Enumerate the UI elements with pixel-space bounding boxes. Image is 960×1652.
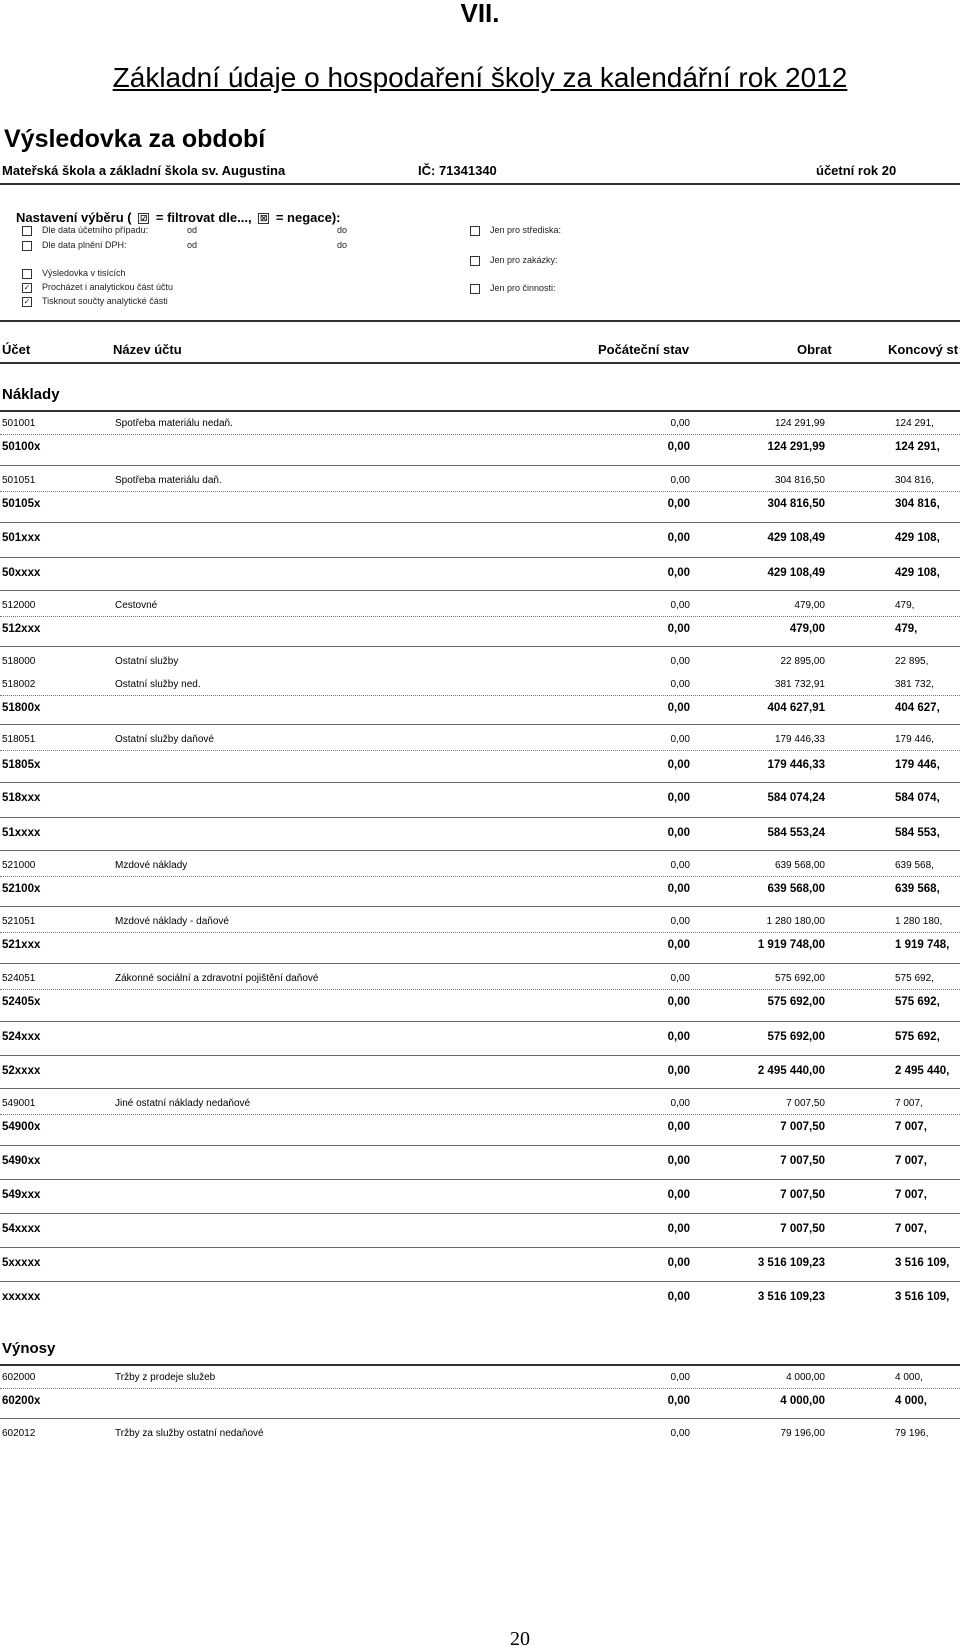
turnover-cell: 4 000,00 [780,1395,825,1407]
turnover-cell: 4 000,00 [786,1372,825,1383]
divider [0,362,960,364]
start-balance-cell: 0,00 [670,418,690,429]
end-balance-cell: 3 516 109, [895,1291,950,1303]
end-balance-cell: 7 007, [895,1189,927,1201]
subtotal-row [0,1155,960,1173]
turnover-cell: 3 516 109,23 [757,1257,825,1269]
row-separator [0,1021,960,1022]
checkbox-icon [470,226,480,236]
filter-option [470,225,561,236]
account-cell: 50105x [2,498,41,510]
account-cell: 518051 [2,734,36,745]
checkbox-icon [22,241,32,251]
turnover-cell: 7 007,50 [780,1155,825,1167]
account-cell: 52100x [2,883,41,895]
end-balance-cell: 575 692, [895,1031,940,1043]
end-balance-cell: 429 108, [895,532,940,544]
turnover-cell: 179 446,33 [774,734,825,745]
account-cell: 501xxx [2,532,41,544]
checkbox-icon [470,256,480,266]
turnover-cell: 179 446,33 [767,759,825,771]
checkbox-icon: ✓ [23,282,31,292]
turnover-cell: 124 291,99 [774,418,825,429]
filter-option-label: Výsledovka v tisících [42,268,126,278]
row-separator [0,906,960,907]
account-cell: 512xxx [2,623,41,635]
divider [0,183,960,185]
row-separator [0,850,960,851]
subtotal-row [0,1031,960,1049]
turnover-cell: 22 895,00 [780,656,825,667]
end-balance-cell: 22 895, [895,656,929,667]
account-name-cell: Zákonné sociální a zdravotní pojištění daňové [115,973,319,984]
account-cell: 602012 [2,1428,36,1439]
checkbox-icon: ✓ [23,296,31,306]
filter-option-label: Jen pro zakázky: [490,255,558,265]
end-balance-cell: 479, [895,600,915,611]
start-balance-cell: 0,00 [670,1428,690,1439]
start-balance-cell: 0,00 [667,1121,690,1133]
row-separator [0,876,960,877]
start-balance-cell: 0,00 [667,827,690,839]
account-name-cell: Spotřeba materiálu nedaň. [115,418,233,429]
account-cell: 602000 [2,1372,36,1383]
account-name-cell: Mzdové náklady [115,860,188,871]
row-separator [0,522,960,523]
account-cell: 50100x [2,441,41,453]
row-separator [0,989,960,990]
column-header-end: Koncový st [888,342,959,357]
row-separator [0,465,960,466]
income-statement-report [0,120,960,1560]
account-name-cell: Ostatní služby [115,656,179,667]
row-separator [0,695,960,696]
filter-option-from: od [187,225,198,235]
filter-settings-title [16,210,341,225]
subtotal-row [0,759,960,777]
start-balance-cell: 0,00 [667,1065,690,1077]
turnover-cell: 1 919 748,00 [757,939,825,951]
account-name-cell: Tržby za služby ostatní nedaňové [115,1428,264,1439]
filter-title-part3: = negace): [275,210,341,225]
row-separator [0,434,960,435]
row-separator [0,963,960,964]
turnover-cell: 304 816,50 [774,475,825,486]
start-balance-cell: 0,00 [667,1155,690,1167]
subtotal-row [0,441,960,459]
divider [0,1364,960,1366]
turnover-cell: 3 516 109,23 [757,1291,825,1303]
turnover-cell: 429 108,49 [767,567,825,579]
row-separator [0,491,960,492]
filter-check-icon: ☑ [140,214,148,224]
account-name-cell: Cestovné [115,600,158,611]
start-balance-cell: 0,00 [667,1257,690,1269]
end-balance-cell: 7 007, [895,1121,927,1133]
end-balance-cell: 304 816, [895,475,934,486]
end-balance-cell: 179 446, [895,734,934,745]
account-cell: 549xxx [2,1189,41,1201]
turnover-cell: 7 007,50 [780,1223,825,1235]
chapter-number: VII. [460,0,500,28]
subtotal-row [0,1189,960,1207]
ic-number: IČ: 71341340 [418,163,497,178]
row-separator [0,646,960,647]
end-balance-cell: 639 568, [895,883,940,895]
start-balance-cell: 0,00 [667,759,690,771]
account-name-cell: Tržby z prodeje služeb [115,1372,216,1383]
subtotal-row [0,1257,960,1275]
column-header-name: Název účtu [113,342,182,357]
subtotal-row [0,827,960,845]
account-name-cell: Ostatní služby ned. [115,679,201,690]
filter-option-label: Jen pro činnosti: [490,283,556,293]
table-row [0,1428,960,1446]
end-balance-cell: 1 919 748, [895,939,950,951]
filter-option [22,240,348,251]
end-balance-cell: 7 007, [895,1155,927,1167]
row-separator [0,616,960,617]
filter-option [22,296,168,307]
end-balance-cell: 584 074, [895,792,940,804]
account-cell: 524051 [2,973,36,984]
start-balance-cell: 0,00 [670,679,690,690]
subtotal-row [0,567,960,585]
start-balance-cell: 0,00 [667,883,690,895]
account-name-cell: Spotřeba materiálu daň. [115,475,222,486]
subtotal-row [0,498,960,516]
turnover-cell: 79 196,00 [780,1428,825,1439]
account-cell: 51805x [2,759,41,771]
checkbox-icon [470,284,480,294]
negation-cross-icon: ☒ [260,214,268,224]
account-cell: 518002 [2,679,36,690]
account-cell: 51xxxx [2,827,41,839]
end-balance-cell: 79 196, [895,1428,929,1439]
filter-option-label: Tisknout součty analytické části [42,296,168,306]
account-name-cell: Mzdové náklady - daňové [115,916,229,927]
divider [0,410,960,412]
account-cell: xxxxxx [2,1291,41,1303]
subtotal-row [0,996,960,1014]
end-balance-cell: 3 516 109, [895,1257,950,1269]
account-cell: 521xxx [2,939,41,951]
row-separator [0,1179,960,1180]
fiscal-year: účetní rok 20 [816,163,897,178]
account-cell: 512000 [2,600,36,611]
account-cell: 54xxxx [2,1223,41,1235]
subtotal-row [0,623,960,641]
row-separator [0,1114,960,1115]
start-balance-cell: 0,00 [667,792,690,804]
turnover-cell: 575 692,00 [767,996,825,1008]
end-balance-cell: 575 692, [895,996,940,1008]
account-cell: 60200x [2,1395,41,1407]
end-balance-cell: 429 108, [895,567,940,579]
page-heading: Základní údaje o hospodaření školy za kalendářní rok 2012 [112,62,848,93]
turnover-cell: 7 007,50 [780,1189,825,1201]
costs-section-title: Náklady [2,386,60,403]
account-cell: 518xxx [2,792,41,804]
row-separator [0,817,960,818]
page-number: 20 [510,1628,530,1650]
turnover-cell: 639 568,00 [767,883,825,895]
subtotal-row [0,939,960,957]
filter-option [22,282,173,293]
end-balance-cell: 304 816, [895,498,940,510]
turnover-cell: 639 568,00 [774,860,825,871]
row-separator [0,557,960,558]
turnover-cell: 7 007,50 [786,1098,825,1109]
turnover-cell: 584 074,24 [767,792,825,804]
account-cell: 521051 [2,916,36,927]
end-balance-cell: 7 007, [895,1098,923,1109]
start-balance-cell: 0,00 [670,973,690,984]
start-balance-cell: 0,00 [667,441,690,453]
subtotal-row [0,792,960,810]
turnover-cell: 124 291,99 [767,441,825,453]
turnover-cell: 381 732,91 [774,679,825,690]
turnover-cell: 479,00 [794,600,825,611]
subtotal-row [0,1121,960,1139]
row-separator [0,1088,960,1089]
start-balance-cell: 0,00 [667,939,690,951]
account-cell: 518000 [2,656,36,667]
filter-option [470,283,556,294]
end-balance-cell: 479, [895,623,918,635]
filter-option [22,225,348,236]
row-separator [0,1388,960,1389]
start-balance-cell: 0,00 [670,600,690,611]
start-balance-cell: 0,00 [667,1223,690,1235]
start-balance-cell: 0,00 [667,567,690,579]
end-balance-cell: 404 627, [895,702,940,714]
filter-title-part1: Nastavení výběru ( [16,210,132,225]
filter-option [22,268,126,279]
account-cell: 50xxxx [2,567,41,579]
end-balance-cell: 4 000, [895,1372,923,1383]
account-cell: 52405x [2,996,41,1008]
turnover-cell: 304 816,50 [767,498,825,510]
end-balance-cell: 124 291, [895,441,940,453]
start-balance-cell: 0,00 [670,475,690,486]
end-balance-cell: 2 495 440, [895,1065,950,1077]
turnover-cell: 7 007,50 [780,1121,825,1133]
subtotal-row [0,1291,960,1309]
row-separator [0,1281,960,1282]
account-name-cell: Jiné ostatní náklady nedaňové [115,1098,251,1109]
turnover-cell: 2 495 440,00 [757,1065,825,1077]
checkbox-icon [22,226,32,236]
account-name-cell: Ostatní služby daňové [115,734,214,745]
account-cell: 5xxxxx [2,1257,41,1269]
filter-option-to: do [337,225,348,235]
end-balance-cell: 7 007, [895,1223,927,1235]
row-separator [0,1213,960,1214]
account-cell: 5490xx [2,1155,41,1167]
turnover-cell: 575 692,00 [767,1031,825,1043]
end-balance-cell: 4 000, [895,1395,927,1407]
start-balance-cell: 0,00 [667,1395,690,1407]
start-balance-cell: 0,00 [670,1372,690,1383]
account-cell: 501051 [2,475,36,486]
filter-option [470,255,558,266]
start-balance-cell: 0,00 [667,1291,690,1303]
start-balance-cell: 0,00 [667,1189,690,1201]
row-separator [0,590,960,591]
column-header-account: Účet [2,342,31,357]
row-separator [0,1055,960,1056]
subtotal-row [0,532,960,550]
subtotal-row [0,883,960,901]
subtotal-row [0,1223,960,1241]
subtotal-row [0,702,960,720]
start-balance-cell: 0,00 [667,623,690,635]
start-balance-cell: 0,00 [667,498,690,510]
table-row [0,656,960,674]
turnover-cell: 404 627,91 [767,702,825,714]
end-balance-cell: 179 446, [895,759,940,771]
start-balance-cell: 0,00 [670,1098,690,1109]
turnover-cell: 479,00 [789,623,825,635]
end-balance-cell: 575 692, [895,973,934,984]
filter-option-to: do [337,240,348,250]
column-header-turnover: Obrat [797,342,832,357]
end-balance-cell: 381 732, [895,679,934,690]
turnover-cell: 575 692,00 [774,973,825,984]
account-cell: 521000 [2,860,36,871]
account-cell: 51800x [2,702,41,714]
row-separator [0,1247,960,1248]
filter-option-label: Dle data účetního případu: [42,225,149,235]
account-cell: 54900x [2,1121,41,1133]
filter-option-label: Dle data plnění DPH: [42,240,127,250]
report-title: Výsledovka za období [4,125,266,153]
filter-title-part2: = filtrovat dle..., [155,210,252,225]
start-balance-cell: 0,00 [667,532,690,544]
column-header-start: Počáteční stav [598,342,690,357]
account-cell: 501001 [2,418,36,429]
start-balance-cell: 0,00 [670,860,690,871]
turnover-cell: 1 280 180,00 [766,916,825,927]
revenue-section-title: Výnosy [2,1340,56,1357]
end-balance-cell: 584 553, [895,827,940,839]
filter-option-label: Procházet i analytickou část účtu [42,282,174,292]
row-separator [0,932,960,933]
start-balance-cell: 0,00 [667,996,690,1008]
start-balance-cell: 0,00 [670,734,690,745]
filter-option-from: od [187,240,198,250]
divider [0,320,960,322]
account-cell: 52xxxx [2,1065,41,1077]
subtotal-row [0,1065,960,1083]
row-separator [0,782,960,783]
row-separator [0,724,960,725]
turnover-cell: 429 108,49 [767,532,825,544]
account-cell: 549001 [2,1098,36,1109]
account-cell: 524xxx [2,1031,41,1043]
filter-option-label: Jen pro střediska: [490,225,562,235]
end-balance-cell: 124 291, [895,418,934,429]
row-separator [0,750,960,751]
start-balance-cell: 0,00 [670,656,690,667]
turnover-cell: 584 553,24 [767,827,825,839]
row-separator [0,1145,960,1146]
row-separator [0,1418,960,1419]
organization-name: Mateřská škola a základní škola sv. Augustina [2,163,286,178]
end-balance-cell: 1 280 180, [895,916,943,927]
end-balance-cell: 639 568, [895,860,934,871]
start-balance-cell: 0,00 [667,702,690,714]
start-balance-cell: 0,00 [667,1031,690,1043]
start-balance-cell: 0,00 [670,916,690,927]
subtotal-row [0,1395,960,1413]
checkbox-icon [22,269,32,279]
